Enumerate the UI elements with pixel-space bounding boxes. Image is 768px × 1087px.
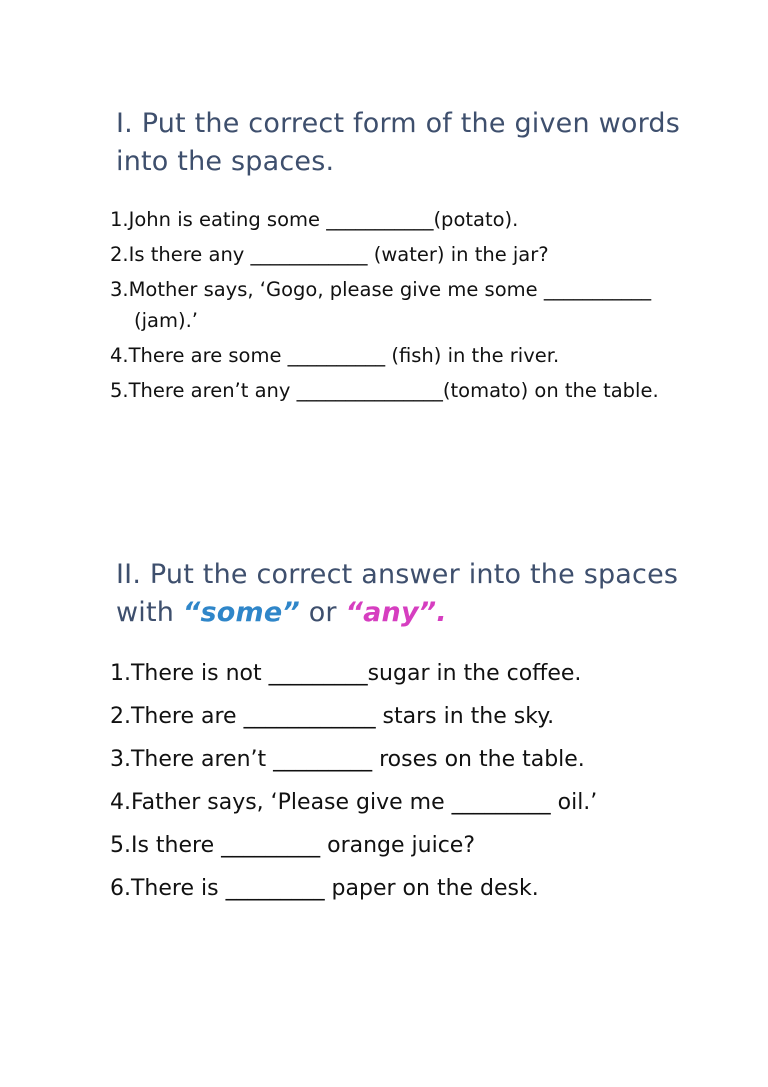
section-1-item-2: 2.Is there any ____________ (water) in the jar?	[110, 243, 549, 266]
section-2-list	[110, 658, 710, 916]
section-2-item-1: 1.There is not _________sugar in the coffee.	[110, 661, 582, 686]
keyword-any: “any”.	[345, 597, 447, 628]
section-1-list	[110, 204, 710, 410]
section-2-item-5: 5.Is there _________ orange juice?	[110, 833, 476, 858]
section-1-title: I. Put the correct form of the given words into the spaces.	[116, 108, 681, 177]
section-1-item-4: 4.There are some __________ (fish) in the river.	[110, 344, 560, 367]
section-2-item-2: 2.There are ____________ stars in the sky.	[110, 704, 555, 729]
section-1-item-5: 5.There aren’t any _______________(tomato) on the table.	[110, 379, 659, 402]
keyword-some: “some”	[182, 597, 300, 628]
section-2-title-or: or	[299, 597, 346, 628]
section-2-item-6: 6.There is _________ paper on the desk.	[110, 876, 539, 901]
section-2-item-3: 3.There aren’t _________ roses on the table.	[110, 747, 585, 772]
section-1-item-1: 1.John is eating some ___________(potato).	[110, 208, 519, 231]
section-2-item-4: 4.Father says, ‘Please give me _________ oil.’	[110, 790, 598, 815]
section-2-title-text: II. Put the correct answer into the spaces with	[116, 559, 679, 628]
section-1-item-3: 3.Mother says, ‘Gogo, please give me some ___________ (jam).’	[110, 278, 652, 332]
section-2-title	[116, 556, 716, 632]
